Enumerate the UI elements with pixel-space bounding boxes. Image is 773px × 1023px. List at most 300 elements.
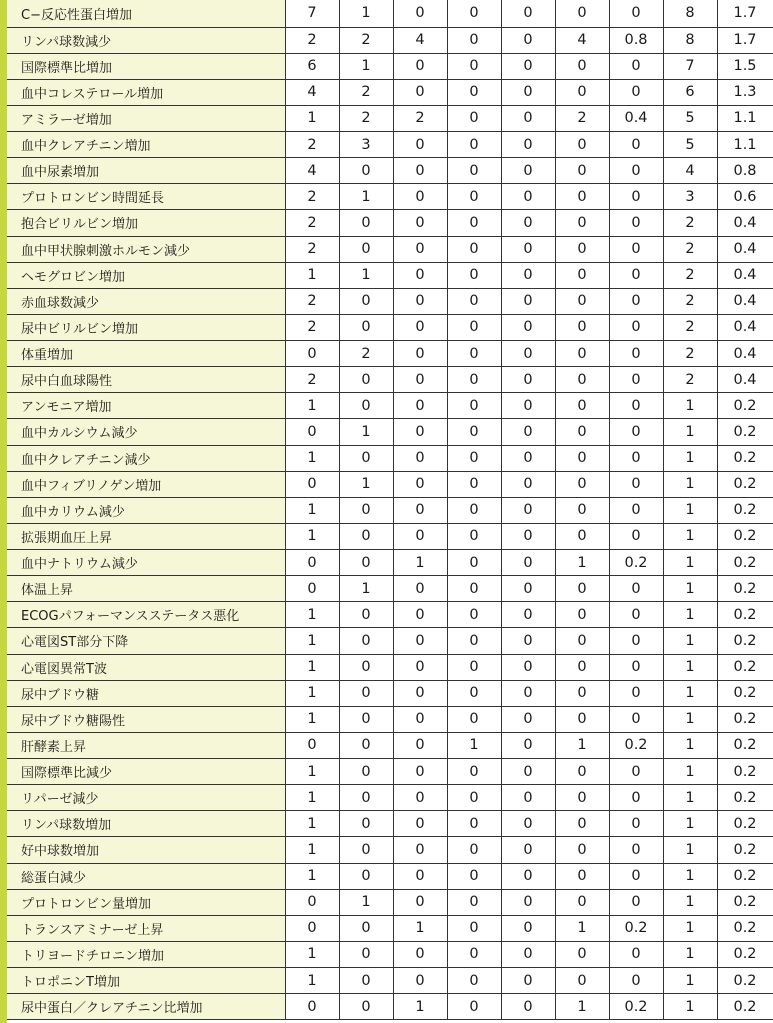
table-row bbox=[7, 341, 773, 367]
table-cell: 0 bbox=[447, 367, 501, 393]
table-cell: 2 bbox=[339, 105, 393, 131]
table-cell: 1.3 bbox=[717, 79, 773, 105]
row-label: 尿中ブドウ糖 bbox=[7, 680, 285, 706]
table-cell: 0 bbox=[555, 288, 609, 314]
table-cell: 1 bbox=[555, 915, 609, 941]
table-cell: 1 bbox=[285, 941, 339, 967]
row-label: 国際標準比増加 bbox=[7, 53, 285, 79]
table-cell: 0 bbox=[447, 419, 501, 445]
row-label: 心電図異常T波 bbox=[7, 654, 285, 680]
table-row bbox=[7, 288, 773, 314]
table-cell: 0 bbox=[447, 785, 501, 811]
table-cell: 0 bbox=[501, 628, 555, 654]
table-cell: 0 bbox=[339, 654, 393, 680]
table-cell: 2 bbox=[663, 314, 717, 340]
table-cell: 0 bbox=[393, 79, 447, 105]
table-cell: 0.2 bbox=[717, 471, 773, 497]
table-cell: 0.2 bbox=[717, 785, 773, 811]
row-label: ECOGパフォーマンスステータス悪化 bbox=[7, 602, 285, 628]
table-cell: 1 bbox=[663, 576, 717, 602]
table-cell: 1.5 bbox=[717, 53, 773, 79]
table-cell: 1 bbox=[663, 471, 717, 497]
table-cell: 0 bbox=[339, 550, 393, 576]
table-cell: 1 bbox=[663, 628, 717, 654]
table-cell: 1 bbox=[285, 445, 339, 471]
table-cell: 0 bbox=[393, 341, 447, 367]
table-cell: 0 bbox=[393, 471, 447, 497]
row-label: アンモニア増加 bbox=[7, 393, 285, 419]
table-cell: 0.2 bbox=[717, 680, 773, 706]
table-cell: 4 bbox=[285, 158, 339, 184]
table-cell: 0.2 bbox=[717, 968, 773, 994]
table-cell: 1 bbox=[555, 994, 609, 1020]
table-cell: 0 bbox=[447, 576, 501, 602]
row-label: 体温上昇 bbox=[7, 576, 285, 602]
table-cell: 0 bbox=[393, 210, 447, 236]
table-cell: 0 bbox=[393, 759, 447, 785]
table-cell: 2 bbox=[285, 27, 339, 53]
table-cell: 0 bbox=[447, 288, 501, 314]
table-cell: 0 bbox=[501, 732, 555, 758]
lab-abnormality-table bbox=[7, 0, 773, 1020]
table-cell: 1 bbox=[663, 811, 717, 837]
table-row bbox=[7, 889, 773, 915]
table-cell: 0 bbox=[555, 367, 609, 393]
table-cell: 0 bbox=[339, 680, 393, 706]
row-label: 尿中ブドウ糖陽性 bbox=[7, 706, 285, 732]
table-cell: 2 bbox=[285, 184, 339, 210]
table-cell: 2 bbox=[663, 341, 717, 367]
table-cell: 2 bbox=[285, 132, 339, 158]
table-cell: 0 bbox=[393, 680, 447, 706]
table-cell: 6 bbox=[663, 79, 717, 105]
row-label: 心電図ST部分下降 bbox=[7, 628, 285, 654]
table-cell: 0 bbox=[555, 79, 609, 105]
table-cell: 0.2 bbox=[717, 628, 773, 654]
table-cell: 1 bbox=[663, 837, 717, 863]
table-cell: 0 bbox=[609, 314, 663, 340]
table-cell: 0.2 bbox=[717, 811, 773, 837]
table-cell: 0 bbox=[501, 994, 555, 1020]
table-cell: 0 bbox=[339, 785, 393, 811]
table-row bbox=[7, 419, 773, 445]
table-row bbox=[7, 863, 773, 889]
table-cell: 2 bbox=[285, 314, 339, 340]
row-label: 尿中ビリルビン増加 bbox=[7, 314, 285, 340]
table-cell: 0.2 bbox=[609, 915, 663, 941]
table-cell: 0 bbox=[447, 497, 501, 523]
table-cell: 0.2 bbox=[717, 941, 773, 967]
table-cell: 1 bbox=[339, 262, 393, 288]
table-cell: 0.2 bbox=[717, 706, 773, 732]
table-cell: 0 bbox=[609, 941, 663, 967]
table-row bbox=[7, 314, 773, 340]
table-cell: 0 bbox=[609, 419, 663, 445]
table-cell: 0 bbox=[339, 236, 393, 262]
table-cell: 0 bbox=[447, 915, 501, 941]
row-label: 血中クレアチニン増加 bbox=[7, 132, 285, 158]
table-cell: 1 bbox=[339, 471, 393, 497]
table-cell: 1 bbox=[285, 811, 339, 837]
table-cell: 0 bbox=[393, 602, 447, 628]
table-cell: 0 bbox=[393, 523, 447, 549]
table-cell: 0 bbox=[501, 393, 555, 419]
table-cell: 0 bbox=[339, 706, 393, 732]
table-cell: 0.4 bbox=[717, 367, 773, 393]
table-cell: 0 bbox=[447, 706, 501, 732]
table-cell: 0 bbox=[555, 314, 609, 340]
table-cell: 0 bbox=[609, 497, 663, 523]
table-cell: 1 bbox=[663, 445, 717, 471]
table-row bbox=[7, 210, 773, 236]
table-cell: 2 bbox=[339, 27, 393, 53]
table-cell: 2 bbox=[339, 341, 393, 367]
table-cell: 0 bbox=[609, 367, 663, 393]
table-row bbox=[7, 654, 773, 680]
table-cell: 0 bbox=[501, 79, 555, 105]
table-cell: 0 bbox=[285, 341, 339, 367]
table-cell: 1 bbox=[285, 602, 339, 628]
table-row bbox=[7, 393, 773, 419]
table-cell: 0.4 bbox=[717, 314, 773, 340]
table-cell: 1.7 bbox=[717, 27, 773, 53]
table-cell: 0 bbox=[609, 680, 663, 706]
table-cell: 0 bbox=[285, 732, 339, 758]
table-cell: 0 bbox=[339, 811, 393, 837]
table-cell: 0 bbox=[501, 497, 555, 523]
table-cell: 0.2 bbox=[609, 994, 663, 1020]
table-cell: 4 bbox=[555, 27, 609, 53]
table-cell: 0 bbox=[447, 27, 501, 53]
table-cell: 0 bbox=[501, 314, 555, 340]
table-cell: 0 bbox=[609, 706, 663, 732]
table-cell: 2 bbox=[663, 236, 717, 262]
table-cell: 0 bbox=[609, 184, 663, 210]
table-cell: 0 bbox=[555, 210, 609, 236]
table-cell: 1 bbox=[285, 393, 339, 419]
table-cell: 0 bbox=[555, 523, 609, 549]
table-cell: 0 bbox=[501, 889, 555, 915]
table-row bbox=[7, 0, 773, 27]
table-cell: 2 bbox=[285, 210, 339, 236]
table-cell: 2 bbox=[285, 367, 339, 393]
table-cell: 4 bbox=[663, 158, 717, 184]
table-row bbox=[7, 732, 773, 758]
table-cell: 0.2 bbox=[717, 654, 773, 680]
row-label: 血中コレステロール増加 bbox=[7, 79, 285, 105]
table-cell: 0.2 bbox=[717, 576, 773, 602]
table-cell: 0 bbox=[501, 785, 555, 811]
row-label: 総蛋白減少 bbox=[7, 863, 285, 889]
table-cell: 0 bbox=[501, 968, 555, 994]
table-cell: 0 bbox=[555, 262, 609, 288]
table-cell: 0 bbox=[609, 654, 663, 680]
table-row bbox=[7, 968, 773, 994]
table-cell: 1 bbox=[393, 994, 447, 1020]
table-cell: 0 bbox=[339, 497, 393, 523]
table-cell: 0 bbox=[393, 0, 447, 27]
table-cell: 0 bbox=[447, 523, 501, 549]
table-row bbox=[7, 576, 773, 602]
table-cell: 0.2 bbox=[609, 732, 663, 758]
row-label: 尿中蛋白／クレアチニン比増加 bbox=[7, 994, 285, 1020]
table-cell: 0 bbox=[393, 184, 447, 210]
row-label: トランスアミナーゼ上昇 bbox=[7, 915, 285, 941]
table-cell: 0 bbox=[393, 968, 447, 994]
table-cell: 0 bbox=[339, 915, 393, 941]
table-cell: 0 bbox=[285, 471, 339, 497]
table-cell: 0 bbox=[501, 576, 555, 602]
table-cell: 0 bbox=[555, 158, 609, 184]
table-cell: 0 bbox=[339, 393, 393, 419]
table-cell: 1 bbox=[285, 497, 339, 523]
table-cell: 1 bbox=[663, 419, 717, 445]
table-cell: 0 bbox=[393, 497, 447, 523]
table-cell: 2 bbox=[555, 105, 609, 131]
table-row bbox=[7, 105, 773, 131]
table-cell: 0 bbox=[393, 132, 447, 158]
row-label: 好中球数増加 bbox=[7, 837, 285, 863]
table-cell: 0 bbox=[609, 628, 663, 654]
table-cell: 0.4 bbox=[609, 105, 663, 131]
row-label: リンパ球数増加 bbox=[7, 811, 285, 837]
table-cell: 0 bbox=[609, 393, 663, 419]
table-cell: 0 bbox=[393, 53, 447, 79]
table-row bbox=[7, 523, 773, 549]
table-cell: 0 bbox=[393, 367, 447, 393]
table-cell: 0 bbox=[555, 445, 609, 471]
table-cell: 0.2 bbox=[717, 523, 773, 549]
table-cell: 0 bbox=[501, 680, 555, 706]
table-cell: 1 bbox=[663, 497, 717, 523]
table-cell: 0 bbox=[447, 341, 501, 367]
table-cell: 0 bbox=[609, 79, 663, 105]
table-cell: 1 bbox=[663, 889, 717, 915]
table-cell: 0 bbox=[501, 0, 555, 27]
row-label: トロポニンT増加 bbox=[7, 968, 285, 994]
table-cell: 5 bbox=[663, 105, 717, 131]
table-cell: 1 bbox=[663, 706, 717, 732]
table-cell: 0 bbox=[555, 497, 609, 523]
table-cell: 1 bbox=[393, 915, 447, 941]
table-cell: 0 bbox=[393, 236, 447, 262]
table-cell: 0 bbox=[555, 941, 609, 967]
table-cell: 0 bbox=[555, 680, 609, 706]
table-cell: 0 bbox=[393, 262, 447, 288]
table-cell: 0 bbox=[555, 602, 609, 628]
table-cell: 5 bbox=[663, 132, 717, 158]
table-cell: 0 bbox=[501, 863, 555, 889]
table-cell: 0.2 bbox=[609, 550, 663, 576]
table-cell: 0.2 bbox=[717, 419, 773, 445]
table-row bbox=[7, 837, 773, 863]
row-label: 血中クレアチニン減少 bbox=[7, 445, 285, 471]
table-cell: 0.6 bbox=[717, 184, 773, 210]
table-cell: 0 bbox=[393, 837, 447, 863]
table-cell: 0 bbox=[501, 53, 555, 79]
table-cell: 0 bbox=[447, 132, 501, 158]
table-cell: 2 bbox=[339, 79, 393, 105]
table-cell: 0 bbox=[447, 550, 501, 576]
table-cell: 0 bbox=[555, 654, 609, 680]
row-label: 血中フィブリノゲン増加 bbox=[7, 471, 285, 497]
table-cell: 0 bbox=[555, 837, 609, 863]
table-cell: 0 bbox=[555, 132, 609, 158]
table-cell: 0 bbox=[609, 210, 663, 236]
table-row bbox=[7, 236, 773, 262]
table-cell: 2 bbox=[663, 262, 717, 288]
table-cell: 0 bbox=[501, 419, 555, 445]
table-cell: 0 bbox=[555, 393, 609, 419]
table-cell: 1 bbox=[393, 550, 447, 576]
table-row bbox=[7, 706, 773, 732]
table-cell: 0 bbox=[609, 288, 663, 314]
table-cell: 1 bbox=[285, 759, 339, 785]
table-cell: 1 bbox=[663, 785, 717, 811]
table-cell: 1 bbox=[285, 680, 339, 706]
table-cell: 0 bbox=[339, 523, 393, 549]
table-cell: 0 bbox=[501, 158, 555, 184]
table-cell: 1 bbox=[663, 968, 717, 994]
table-cell: 1 bbox=[285, 262, 339, 288]
table-cell: 0 bbox=[555, 576, 609, 602]
table-cell: 0 bbox=[609, 53, 663, 79]
table-cell: 0 bbox=[447, 0, 501, 27]
table-cell: 0 bbox=[609, 262, 663, 288]
table-cell: 0 bbox=[339, 445, 393, 471]
table-cell: 0 bbox=[447, 889, 501, 915]
row-label: 血中カルシウム減少 bbox=[7, 419, 285, 445]
table-cell: 0 bbox=[555, 471, 609, 497]
table-cell: 0 bbox=[501, 445, 555, 471]
table-cell: 0 bbox=[501, 654, 555, 680]
table-cell: 2 bbox=[663, 367, 717, 393]
table-cell: 0 bbox=[447, 262, 501, 288]
table-cell: 0 bbox=[609, 0, 663, 27]
table-cell: 1 bbox=[663, 523, 717, 549]
table-cell: 0 bbox=[393, 419, 447, 445]
table-cell: 0 bbox=[555, 419, 609, 445]
table-cell: 0.4 bbox=[717, 236, 773, 262]
table-cell: 0 bbox=[501, 706, 555, 732]
table-cell: 0 bbox=[501, 27, 555, 53]
table-cell: 2 bbox=[663, 288, 717, 314]
table-cell: 0 bbox=[339, 732, 393, 758]
table-cell: 0 bbox=[393, 706, 447, 732]
table-cell: 0 bbox=[339, 863, 393, 889]
table-cell: 0 bbox=[339, 837, 393, 863]
table-cell: 0 bbox=[447, 236, 501, 262]
table-cell: 4 bbox=[285, 79, 339, 105]
table-cell: 0 bbox=[339, 367, 393, 393]
table-row bbox=[7, 628, 773, 654]
table-cell: 1 bbox=[663, 550, 717, 576]
table-row bbox=[7, 811, 773, 837]
table-cell: 0.8 bbox=[609, 27, 663, 53]
table-row bbox=[7, 602, 773, 628]
table-cell: 0 bbox=[447, 53, 501, 79]
table-cell: 0 bbox=[609, 863, 663, 889]
table-cell: 0.2 bbox=[717, 837, 773, 863]
table-cell: 0 bbox=[393, 811, 447, 837]
table-cell: 0 bbox=[501, 523, 555, 549]
table-cell: 0 bbox=[447, 941, 501, 967]
table-cell: 1 bbox=[339, 53, 393, 79]
table-cell: 0 bbox=[501, 941, 555, 967]
table-cell: 0 bbox=[501, 210, 555, 236]
table-cell: 0 bbox=[285, 915, 339, 941]
table-cell: 1 bbox=[285, 706, 339, 732]
table-cell: 0 bbox=[393, 654, 447, 680]
table-cell: 1 bbox=[285, 837, 339, 863]
table-cell: 0 bbox=[555, 628, 609, 654]
table-cell: 0 bbox=[609, 837, 663, 863]
table-cell: 0 bbox=[447, 184, 501, 210]
row-label: アミラーゼ増加 bbox=[7, 105, 285, 131]
table-cell: 0.2 bbox=[717, 915, 773, 941]
table-cell: 1.1 bbox=[717, 132, 773, 158]
table-cell: 0 bbox=[609, 471, 663, 497]
table-cell: 0 bbox=[285, 550, 339, 576]
table-cell: 1 bbox=[663, 759, 717, 785]
table-cell: 0.2 bbox=[717, 759, 773, 785]
table-cell: 0.2 bbox=[717, 550, 773, 576]
table-cell: 0 bbox=[339, 158, 393, 184]
table-cell: 1 bbox=[663, 915, 717, 941]
table-row bbox=[7, 785, 773, 811]
left-accent-strip bbox=[0, 0, 7, 1023]
table-cell: 0 bbox=[501, 288, 555, 314]
table-cell: 0 bbox=[555, 341, 609, 367]
table-cell: 0 bbox=[285, 994, 339, 1020]
row-label: ヘモグロビン増加 bbox=[7, 262, 285, 288]
table-cell: 0 bbox=[447, 654, 501, 680]
table-cell: 0 bbox=[555, 968, 609, 994]
table-cell: 8 bbox=[663, 27, 717, 53]
table-cell: 0 bbox=[393, 889, 447, 915]
table-cell: 0 bbox=[555, 236, 609, 262]
table-cell: 1 bbox=[555, 550, 609, 576]
table-cell: 1 bbox=[663, 393, 717, 419]
table-cell: 0 bbox=[501, 341, 555, 367]
table-cell: 1 bbox=[285, 523, 339, 549]
table-cell: 0 bbox=[447, 314, 501, 340]
table-cell: 1 bbox=[663, 680, 717, 706]
row-label: 尿中白血球陽性 bbox=[7, 367, 285, 393]
table-cell: 1 bbox=[285, 628, 339, 654]
table-cell: 0 bbox=[393, 393, 447, 419]
table-row bbox=[7, 132, 773, 158]
table-cell: 0.2 bbox=[717, 602, 773, 628]
row-label: 赤血球数減少 bbox=[7, 288, 285, 314]
table-cell: 0 bbox=[501, 236, 555, 262]
table-row bbox=[7, 550, 773, 576]
table-cell: 0 bbox=[447, 968, 501, 994]
table-cell: 1 bbox=[285, 785, 339, 811]
table-cell: 0 bbox=[501, 105, 555, 131]
table-row bbox=[7, 471, 773, 497]
table-cell: 0 bbox=[555, 759, 609, 785]
table-cell: 0.8 bbox=[717, 158, 773, 184]
table-row bbox=[7, 184, 773, 210]
table-cell: 0 bbox=[501, 837, 555, 863]
table-cell: 0.2 bbox=[717, 732, 773, 758]
table-cell: 0 bbox=[339, 968, 393, 994]
table-cell: 0 bbox=[393, 576, 447, 602]
table-cell: 0 bbox=[555, 706, 609, 732]
table-cell: 7 bbox=[663, 53, 717, 79]
table-cell: 0 bbox=[555, 0, 609, 27]
